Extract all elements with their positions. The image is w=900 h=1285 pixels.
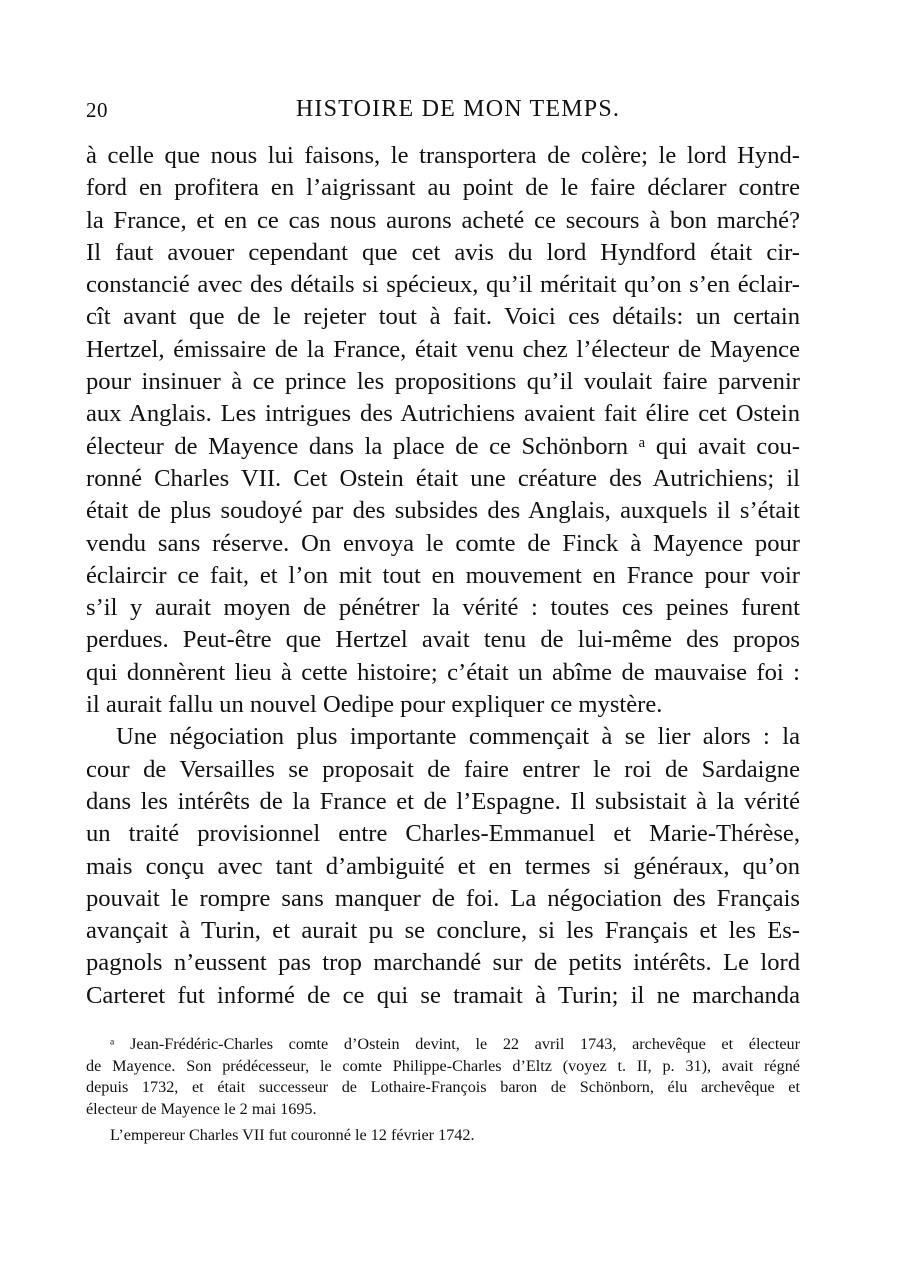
footnote-b: L’empereur Charles VII fut couronné le 12 février 1742. <box>110 1126 475 1144</box>
text-line: à celle que nous lui faisons, le transportera de colère; le lord Hynd- <box>86 142 800 169</box>
text-line: ford en profitera en l’aigrissant au point de le faire déclarer contre <box>86 174 800 202</box>
text-line: était de plus soudoyé par des subsides des Anglais, auxquels il s’était <box>86 497 800 525</box>
body-text <box>86 140 800 1012</box>
footnotes <box>86 1034 800 1147</box>
text-line: un traité provisionnel entre Charles-Emmanuel et Marie-Thérèse, <box>86 820 800 848</box>
text-line: électeur de Mayence dans la place de ce Schönborn ᵃ qui avait cou- <box>86 432 800 460</box>
text-line: pour insinuer à ce prince les propositions qu’il voulait faire parvenir <box>86 368 800 396</box>
text-line: Une négociation plus importante commençait à se lier alors : la <box>116 723 800 751</box>
footnote-a-line: électeur de Mayence le 2 mai 1695. <box>86 1099 317 1118</box>
text-line: la France, et en ce cas nous aurons acheté ce secours à bon marché? <box>86 206 800 234</box>
text-line: mais conçu avec tant d’ambiguité et en termes si généraux, qu’on <box>86 852 800 880</box>
footnote-a-line: depuis 1732, et était successeur de Lothaire-François baron de Schönborn, élu archevêque et <box>86 1078 800 1096</box>
page-header <box>86 96 800 128</box>
text-line: éclaircir ce fait, et l’on mit tout en mouvement en France pour voir <box>86 561 800 589</box>
text-line: pagnols n’eussent pas trop marchandé sur de petits intérêts. Le lord <box>86 949 800 977</box>
text-line: il aurait fallu un nouvel Oedipe pour expliquer ce mystère. <box>86 691 663 719</box>
text-line: Hertzel, émissaire de la France, était venu chez l’électeur de Mayence <box>86 335 800 363</box>
text-line: aux Anglais. Les intrigues des Autrichiens avaient fait élire cet Ostein <box>86 400 800 428</box>
footnote-a-line: de Mayence. Son prédécesseur, le comte Philippe-Charles d’Eltz (voyez t. II, p. 31), avait régné <box>86 1056 800 1075</box>
text-line: dans les intérêts de la France et de l’Espagne. Il subsistait à la vérité <box>86 787 800 815</box>
text-line: cît avant que de le rejeter tout à fait. Voici ces détails: un certain <box>86 303 800 331</box>
text-line: qui donnèrent lieu à cette histoire; c’était un abîme de mauvaise foi : <box>86 658 800 686</box>
text-line: cour de Versailles se proposait de faire entrer le roi de Sardaigne <box>86 755 800 783</box>
page-number: 20 <box>86 98 108 122</box>
text-line: s’il y aurait moyen de pénétrer la vérité : toutes ces peines furent <box>86 594 800 622</box>
running-title: HISTOIRE DE MON TEMPS. <box>295 96 621 122</box>
text-line: ronné Charles VII. Cet Ostein était une créature des Autrichiens; il <box>86 464 800 492</box>
text-line: perdues. Peut-être que Hertzel avait tenu de lui-même des propos <box>86 626 800 654</box>
text-line: avançait à Turin, et aurait pu se conclure, si les Français et les Es- <box>86 917 800 945</box>
text-line: Carteret fut informé de ce qui se tramait à Turin; il ne marchanda <box>86 981 800 1009</box>
text-line: pouvait le rompre sans manquer de foi. La négociation des Français <box>86 884 800 912</box>
footnote-a-line: ᵃ Jean-Frédéric-Charles comte d’Ostein devint, le 22 avril 1743, archevêque et électeur <box>110 1035 800 1053</box>
text-line: constancié avec des détails si spécieux, qu’il méritait qu’on s’en éclair- <box>86 271 800 299</box>
text-line: Il faut avouer cependant que cet avis du lord Hyndford était cir- <box>86 238 800 266</box>
text-line: vendu sans réserve. On envoya le comte de Finck à Mayence pour <box>86 529 800 557</box>
